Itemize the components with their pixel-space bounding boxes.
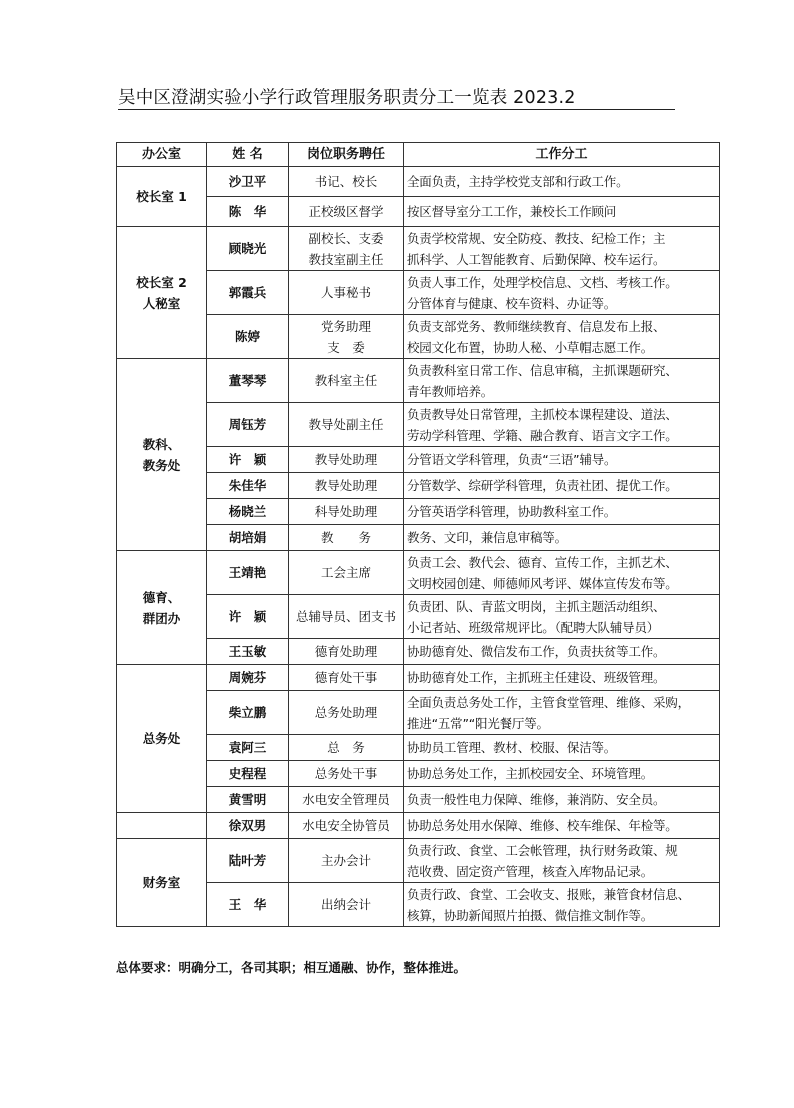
table-row xyxy=(117,665,720,691)
post-cell xyxy=(289,691,404,735)
duty-line: 协助德育处工作，主抓班主任建设、班级管理。 xyxy=(407,670,666,685)
office-label: 人秘室 xyxy=(142,295,181,311)
duty-cell xyxy=(404,167,720,197)
post-cell xyxy=(289,787,404,813)
duty-cell xyxy=(404,639,720,665)
duty-cell xyxy=(404,525,720,551)
duty-line: 负责人事工作，处理学校信息、文档、考核工作。 xyxy=(407,274,678,290)
duty-cell xyxy=(404,735,720,761)
post-title: 教技室副主任 xyxy=(308,251,384,267)
staff-name: 史程程 xyxy=(207,761,289,787)
duty-line: 协助总务处用水保障、维修、校车维保、年检等。 xyxy=(407,818,678,833)
post-title: 教导处助理 xyxy=(314,452,378,467)
post-title: 总 务 xyxy=(327,740,365,755)
post-title: 德育处助理 xyxy=(314,644,378,659)
staff-name: 王玉敏 xyxy=(207,639,289,665)
table-row xyxy=(117,167,720,197)
duty-line: 负责行政、食堂、工会收支、报账，兼管食材信息、 xyxy=(407,886,690,902)
table-row xyxy=(117,839,720,883)
office-label: 德育、 xyxy=(142,589,181,605)
staff-name: 袁阿三 xyxy=(207,735,289,761)
post-cell xyxy=(289,839,404,883)
duty-line: 分管体育与健康、校车资料、办证等。 xyxy=(407,295,617,311)
page-title: 吴中区澄湖实验小学行政管理服务职责分工一览表 2023.2 xyxy=(118,88,576,108)
duty-line: 负责行政、食堂、工会帐管理，执行财务政策、规 xyxy=(407,842,678,858)
title-underline xyxy=(118,109,675,110)
post-cell xyxy=(289,315,404,359)
post-cell xyxy=(289,403,404,447)
post-cell xyxy=(289,197,404,227)
post-title: 党务助理 xyxy=(320,318,371,334)
duty-line: 校园文化布置，协助人秘、小草帽志愿工作。 xyxy=(407,339,654,355)
table-row xyxy=(117,197,720,227)
duty-cell xyxy=(404,691,720,735)
post-title: 德育处干事 xyxy=(314,670,378,685)
office-label: 校长室 2 xyxy=(136,274,187,290)
duty-line: 推进“五常”“阳光餐厅等。 xyxy=(407,715,549,731)
table-row xyxy=(117,595,720,639)
table-row xyxy=(117,359,720,403)
duty-cell xyxy=(404,839,720,883)
duty-cell xyxy=(404,359,720,403)
office-cell xyxy=(117,839,207,927)
staff-name: 许 颖 xyxy=(207,595,289,639)
table-row xyxy=(117,551,720,595)
duty-line: 文明校园创建、师德师风考评、媒体宣传发布等。 xyxy=(407,575,678,591)
table-row xyxy=(117,447,720,473)
post-cell xyxy=(289,551,404,595)
post-title: 支 委 xyxy=(327,339,365,355)
table-row xyxy=(117,525,720,551)
table-row xyxy=(117,761,720,787)
table-row xyxy=(117,315,720,359)
duty-table xyxy=(116,142,720,927)
duty-cell xyxy=(404,883,720,927)
duty-line: 抓科学、人工智能教育、后勤保障、校车运行。 xyxy=(407,251,666,267)
table-row xyxy=(117,473,720,499)
post-title: 教科室主任 xyxy=(314,373,378,388)
duty-cell xyxy=(404,813,720,839)
duty-line: 负责教科室日常工作、信息审稿，主抓课题研究、 xyxy=(407,362,678,378)
staff-name: 王靖艳 xyxy=(207,551,289,595)
table-row xyxy=(117,403,720,447)
duty-line: 负责教导处日常管理，主抓校本课程建设、道法、 xyxy=(407,406,678,422)
duty-cell xyxy=(404,595,720,639)
office-label: 群团办 xyxy=(142,610,181,626)
staff-name: 徐双男 xyxy=(207,813,289,839)
staff-name: 陈 华 xyxy=(207,197,289,227)
post-cell xyxy=(289,499,404,525)
office-cell xyxy=(117,167,207,227)
post-title: 教导处副主任 xyxy=(308,417,384,432)
staff-name: 周钰芳 xyxy=(207,403,289,447)
post-title: 出纳会计 xyxy=(320,897,371,912)
post-title: 教 务 xyxy=(320,530,371,545)
staff-name: 胡培娟 xyxy=(207,525,289,551)
duty-cell xyxy=(404,271,720,315)
duty-cell xyxy=(404,227,720,271)
post-title: 书记、校长 xyxy=(314,174,378,189)
post-title: 副校长、支委 xyxy=(308,230,384,246)
office-label: 校长室 1 xyxy=(136,189,187,204)
staff-name: 柴立鹏 xyxy=(207,691,289,735)
office-label: 总务处 xyxy=(142,731,181,746)
post-title: 教导处助理 xyxy=(314,478,378,493)
post-cell xyxy=(289,473,404,499)
staff-name: 陆叶芳 xyxy=(207,839,289,883)
table-row xyxy=(117,735,720,761)
post-title: 总务处干事 xyxy=(314,766,378,781)
staff-name: 周婉芬 xyxy=(207,665,289,691)
office-label: 财务室 xyxy=(142,875,181,890)
duty-cell xyxy=(404,315,720,359)
duty-line: 全面负责总务处工作，主管食堂管理、维修、采购， xyxy=(407,694,690,710)
post-cell xyxy=(289,271,404,315)
post-cell xyxy=(289,359,404,403)
duty-line: 小记者站、班级常规评比。（配聘大队辅导员） xyxy=(407,619,660,635)
table-body xyxy=(117,167,720,927)
duty-line: 负责团、队、青蓝文明岗，主抓主题活动组织、 xyxy=(407,598,666,614)
duty-line: 教务、文印，兼信息审稿等。 xyxy=(407,530,567,545)
post-title: 主办会计 xyxy=(320,853,371,868)
duty-line: 负责一般性电力保障、维修，兼消防、安全员。 xyxy=(407,792,666,807)
post-cell xyxy=(289,735,404,761)
post-cell xyxy=(289,447,404,473)
table-row xyxy=(117,787,720,813)
post-title: 人事秘书 xyxy=(320,285,371,300)
duty-line: 按区督导室分工工作，兼校长工作顾问 xyxy=(407,204,617,219)
duty-cell xyxy=(404,787,720,813)
post-cell xyxy=(289,883,404,927)
post-cell xyxy=(289,227,404,271)
post-cell xyxy=(289,665,404,691)
office-label: 教务处 xyxy=(142,457,181,473)
staff-name: 杨晓兰 xyxy=(207,499,289,525)
staff-name: 黄雪明 xyxy=(207,787,289,813)
duty-line: 协助总务处工作，主抓校园安全、环境管理。 xyxy=(407,766,654,781)
office-cell xyxy=(117,359,207,551)
office-label: 教科、 xyxy=(142,436,181,452)
post-title: 科导处助理 xyxy=(314,504,378,519)
post-cell xyxy=(289,639,404,665)
table-row xyxy=(117,271,720,315)
table-row xyxy=(117,499,720,525)
staff-name: 郭霞兵 xyxy=(207,271,289,315)
header-office: 办公室 xyxy=(117,143,207,167)
duty-cell xyxy=(404,197,720,227)
post-title: 工会主席 xyxy=(320,565,371,580)
post-title: 水电安全协管员 xyxy=(302,818,390,833)
post-cell xyxy=(289,167,404,197)
duty-cell xyxy=(404,761,720,787)
duty-cell xyxy=(404,473,720,499)
table-row xyxy=(117,813,720,839)
staff-name: 董琴琴 xyxy=(207,359,289,403)
post-cell xyxy=(289,595,404,639)
duty-line: 负责学校常规、安全防疫、教技、纪检工作；主 xyxy=(407,230,666,246)
staff-name: 朱佳华 xyxy=(207,473,289,499)
office-cell xyxy=(117,227,207,359)
office-cell xyxy=(117,551,207,665)
header-name: 姓 名 xyxy=(207,143,289,167)
staff-name: 沙卫平 xyxy=(207,167,289,197)
table-header-row xyxy=(117,143,720,167)
office-cell xyxy=(117,813,207,839)
post-cell xyxy=(289,761,404,787)
post-title: 总辅导员、团支书 xyxy=(295,609,396,624)
staff-name: 王 华 xyxy=(207,883,289,927)
general-requirement: 总体要求：明确分工，各司其职；相互通融、协作，整体推进。 xyxy=(116,960,467,975)
office-cell xyxy=(117,665,207,813)
staff-name: 许 颖 xyxy=(207,447,289,473)
duty-line: 劳动学科管理、学籍、融合教育、语言文字工作。 xyxy=(407,427,678,443)
post-cell xyxy=(289,813,404,839)
duty-line: 范收费、固定资产管理，核查入库物品记录。 xyxy=(407,863,654,879)
duty-line: 全面负责，主持学校党支部和行政工作。 xyxy=(407,174,629,189)
duty-line: 分管语文学科管理，负责“三语”辅导。 xyxy=(407,452,617,467)
table-row xyxy=(117,227,720,271)
post-title: 正校级区督学 xyxy=(308,204,384,219)
duty-cell xyxy=(404,551,720,595)
duty-line: 青年教师培养。 xyxy=(407,383,494,399)
duty-line: 分管英语学科管理，协助教科室工作。 xyxy=(407,504,617,519)
post-title: 总务处助理 xyxy=(314,705,378,720)
header-post: 岗位职务聘任 xyxy=(289,143,404,167)
duty-line: 核算，协助新闻照片拍摄、微信推文制作等。 xyxy=(407,907,654,923)
table-row xyxy=(117,691,720,735)
duty-cell xyxy=(404,447,720,473)
staff-name: 顾晓光 xyxy=(207,227,289,271)
table-row xyxy=(117,883,720,927)
table-row xyxy=(117,639,720,665)
duty-line: 协助员工管理、教材、校服、保洁等。 xyxy=(407,740,617,755)
duty-cell xyxy=(404,403,720,447)
staff-name: 陈婷 xyxy=(207,315,289,359)
duty-cell xyxy=(404,499,720,525)
post-cell xyxy=(289,525,404,551)
header-duty: 工作分工 xyxy=(404,143,720,167)
duty-cell xyxy=(404,665,720,691)
duty-line: 负责支部党务、教师继续教育、信息发布上报、 xyxy=(407,318,666,334)
duty-line: 分管数学、综研学科管理，负责社团、提优工作。 xyxy=(407,478,678,493)
post-title: 水电安全管理员 xyxy=(302,792,390,807)
duty-line: 负责工会、教代会、德育、宣传工作，主抓艺术、 xyxy=(407,554,678,570)
duty-line: 协助德育处、微信发布工作，负责扶贫等工作。 xyxy=(407,644,666,659)
